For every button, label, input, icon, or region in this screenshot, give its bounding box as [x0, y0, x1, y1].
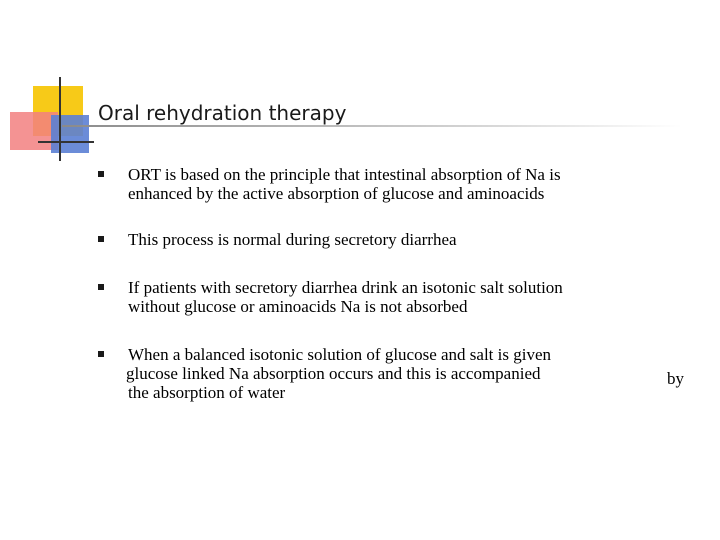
bullet-line: ORT is based on the principle that intestinal absorption of Na is: [128, 165, 561, 184]
bullet-text: [128, 165, 688, 203]
bullet-line: enhanced by the active absorption of glucose and aminoacids: [128, 184, 545, 203]
bullet-text: [128, 345, 688, 402]
slide-title: Oral rehydration therapy: [98, 101, 347, 125]
bullet-line: If patients with secretory diarrhea drink an isotonic salt solution: [128, 278, 563, 297]
decorative-horizontal-line: [38, 141, 94, 143]
bullet-line: without glucose or aminoacids Na is not absorbed: [128, 297, 468, 316]
decorative-blue-square: [51, 115, 89, 153]
bullet-text: [128, 230, 688, 249]
square-bullet-icon: [98, 236, 104, 242]
title-underline: [62, 125, 682, 127]
bullet-text: [128, 278, 688, 316]
square-bullet-icon: [98, 351, 104, 357]
square-bullet-icon: [98, 284, 104, 290]
square-bullet-icon: [98, 171, 104, 177]
bullet-line: This process is normal during secretory diarrhea: [128, 230, 457, 249]
bullet-line: the absorption of water: [128, 383, 286, 402]
decorative-vertical-line: [59, 77, 61, 161]
bullet-line: When a balanced isotonic solution of glucose and salt is given: [128, 345, 552, 364]
bullet-line: glucose linked Na absorption occurs and this is accompanied: [126, 364, 541, 383]
bullet-trailing-word: by: [667, 369, 684, 388]
